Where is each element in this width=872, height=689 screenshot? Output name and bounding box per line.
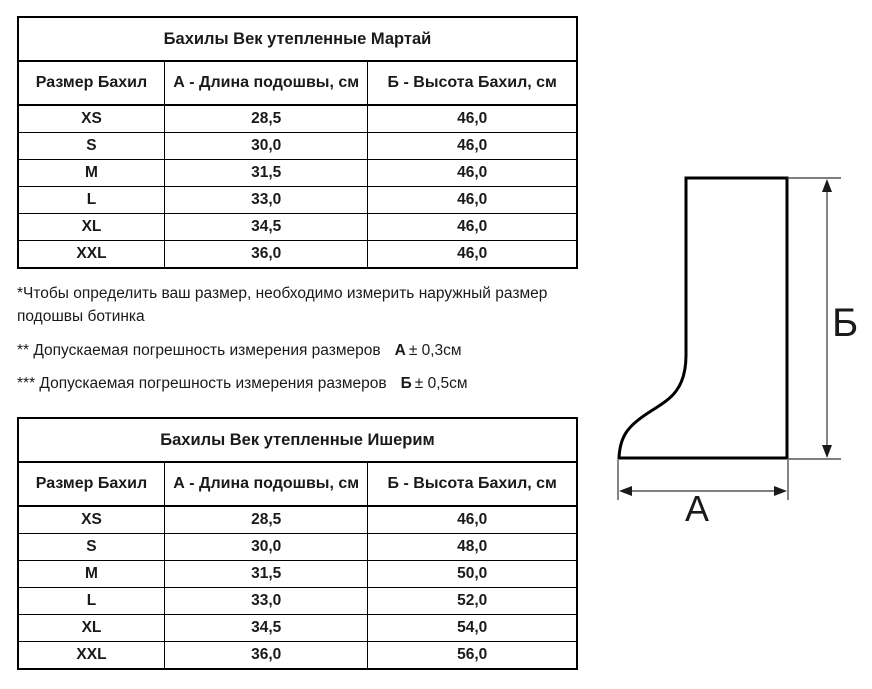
table-cell: L: [18, 187, 164, 214]
table-cell: XL: [18, 615, 164, 642]
table-row: [18, 187, 577, 214]
height-dimension-label: Б: [832, 301, 859, 345]
table-header-row: [18, 61, 577, 105]
table-cell: 33,0: [164, 588, 367, 615]
column-header: Б - Высота Бахил, см: [368, 61, 577, 105]
table-row: [18, 133, 577, 160]
table-title-row: [18, 17, 577, 61]
table-title: Бахилы Век утепленные Ишерим: [18, 418, 577, 462]
column-header: А - Длина подошвы, см: [164, 61, 367, 105]
table-cell: XL: [18, 214, 164, 241]
column-header: Б - Высота Бахил, см: [368, 462, 577, 506]
size-table-martai: [17, 16, 578, 269]
boot-outline: [619, 178, 787, 458]
arrow-left-icon: [619, 486, 632, 496]
table-cell: 36,0: [164, 642, 367, 670]
arrow-right-icon: [774, 486, 787, 496]
table-cell: 46,0: [368, 133, 577, 160]
notes-block: [17, 282, 562, 395]
table-cell: 46,0: [368, 160, 577, 187]
table-cell: L: [18, 588, 164, 615]
tables-column: [17, 16, 578, 670]
note-tolerance-a: ** Допускаемая погрешность измерения размеров А ± 0,3см: [17, 341, 462, 359]
table-cell: XXL: [18, 642, 164, 670]
table-row: [18, 534, 577, 561]
table-cell: XXL: [18, 241, 164, 269]
table-cell: 46,0: [368, 105, 577, 133]
table-cell: 34,5: [164, 615, 367, 642]
column-header: Размер Бахил: [18, 61, 164, 105]
table-row: [18, 214, 577, 241]
table-cell: 46,0: [368, 506, 577, 534]
note-tolerance-b: *** Допускаемая погрешность измерения размеров Б ± 0,5см: [17, 374, 468, 392]
table-body: [18, 105, 577, 268]
table-cell: 46,0: [368, 214, 577, 241]
table-title: Бахилы Век утепленные Мартай: [18, 17, 577, 61]
table-cell: XS: [18, 105, 164, 133]
table-cell: 31,5: [164, 561, 367, 588]
table-cell: 33,0: [164, 187, 367, 214]
table-cell: 30,0: [164, 133, 367, 160]
table-cell: 52,0: [368, 588, 577, 615]
arrow-up-icon: [822, 179, 832, 192]
size-table-isherim: [17, 417, 578, 670]
second-table-wrap: [17, 417, 578, 670]
column-header: Размер Бахил: [18, 462, 164, 506]
table-row: [18, 561, 577, 588]
table-row: [18, 160, 577, 187]
column-header: А - Длина подошвы, см: [164, 462, 367, 506]
table-cell: 56,0: [368, 642, 577, 670]
table-cell: 36,0: [164, 241, 367, 269]
table-row: [18, 642, 577, 670]
table-cell: 30,0: [164, 534, 367, 561]
table-cell: M: [18, 561, 164, 588]
arrow-down-icon: [822, 445, 832, 458]
table-row: [18, 241, 577, 269]
table-cell: S: [18, 133, 164, 160]
table-cell: 54,0: [368, 615, 577, 642]
table-row: [18, 105, 577, 133]
table-header-row: [18, 462, 577, 506]
dim-letter-a: А: [394, 341, 406, 359]
note-measure-size: *Чтобы определить ваш размер, необходимо измерить наружный размер подошвы ботинка: [17, 285, 548, 326]
table-row: [18, 615, 577, 642]
table-cell: 46,0: [368, 187, 577, 214]
table-cell: 46,0: [368, 241, 577, 269]
table-cell: 48,0: [368, 534, 577, 561]
table-cell: XS: [18, 506, 164, 534]
table-cell: S: [18, 534, 164, 561]
table-cell: 50,0: [368, 561, 577, 588]
table-cell: 34,5: [164, 214, 367, 241]
dim-letter-b: Б: [400, 374, 412, 392]
table-cell: 31,5: [164, 160, 367, 187]
table-cell: M: [18, 160, 164, 187]
table-title-row: [18, 418, 577, 462]
table-row: [18, 588, 577, 615]
table-cell: 28,5: [164, 506, 367, 534]
width-dimension-label: А: [684, 488, 710, 529]
table-cell: 28,5: [164, 105, 367, 133]
table-body: [18, 506, 577, 669]
boot-diagram: [600, 150, 872, 550]
table-row: [18, 506, 577, 534]
